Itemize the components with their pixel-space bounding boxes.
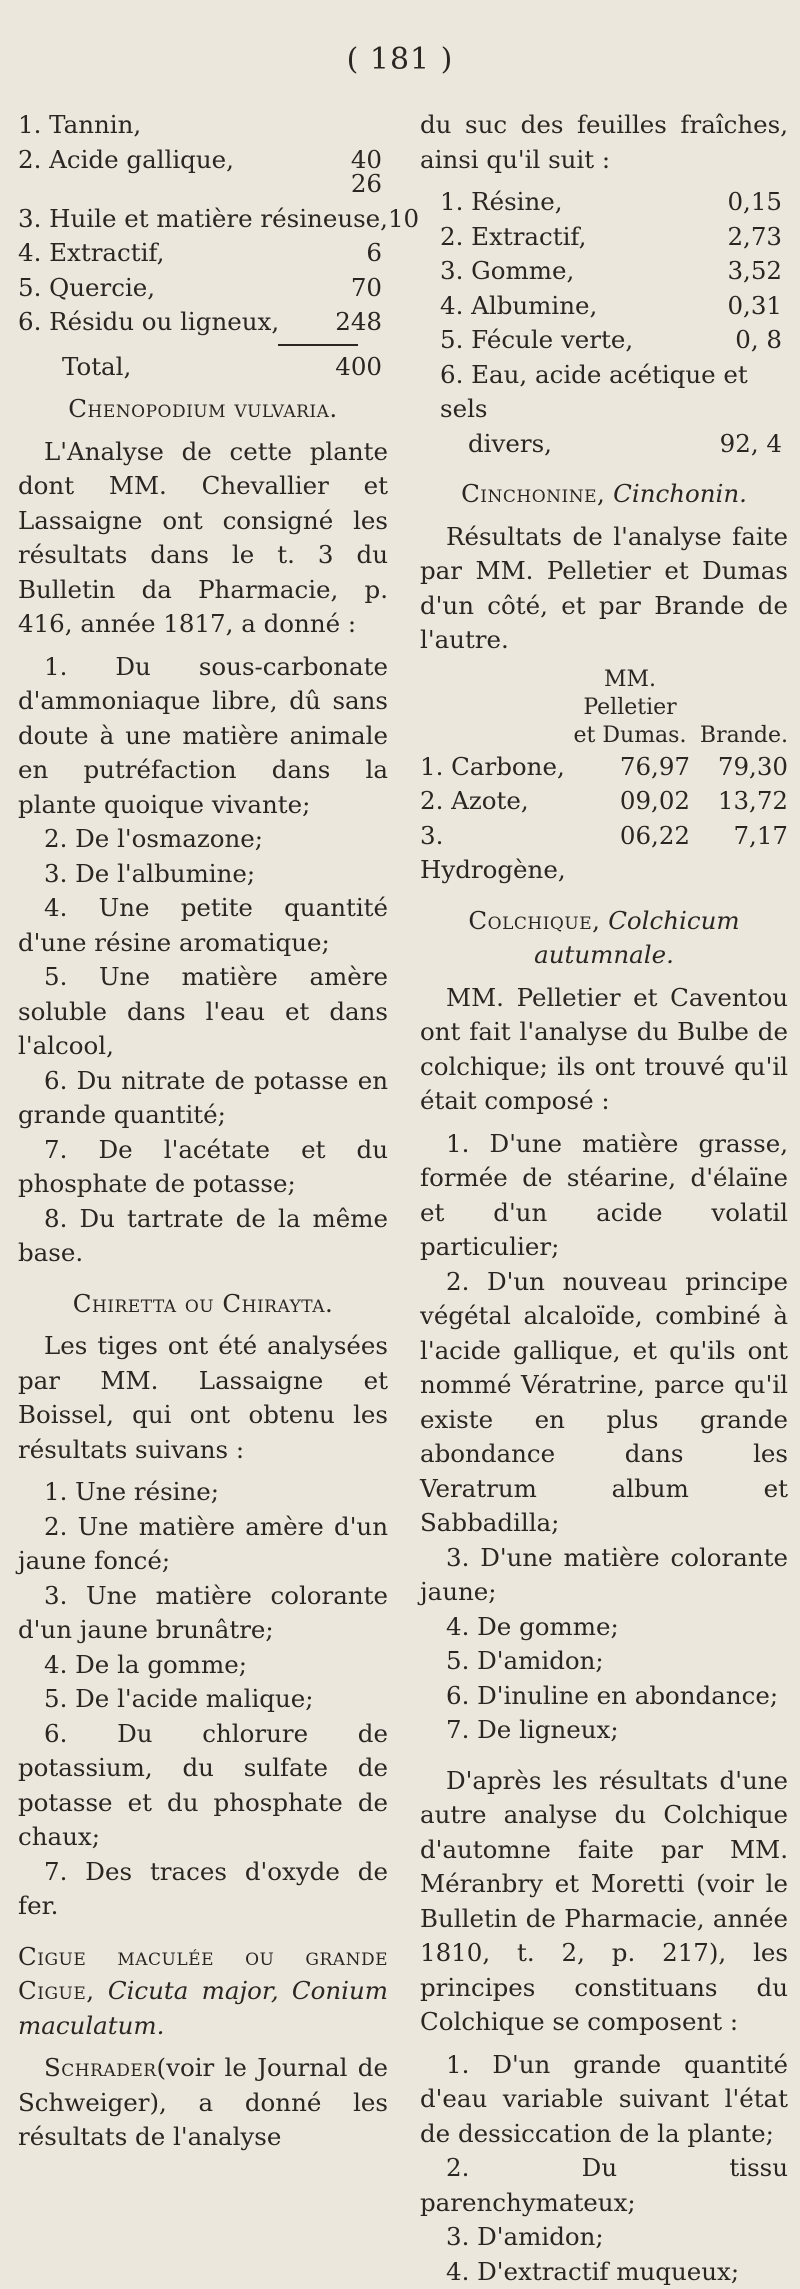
list-item: 26	[18, 167, 388, 202]
heading-name: Cinchonine,	[461, 479, 605, 508]
table-row: 1. Carbone, 76,97 79,30	[420, 750, 788, 785]
list-item: 4. De la gomme;	[18, 1648, 388, 1683]
paragraph: D'après les résultats d'une autre analyse du Colchique d'automne faite par MM. Méranbry et Moretti (voir le Bulletin de Pharmacie, année 1810, t. 2, p. 217), les principes constituans du Colchique se composent :	[420, 1764, 788, 2040]
heading-latin: Colchicum autumnale.	[534, 906, 739, 970]
list-item: 3. D'amidon;	[420, 2220, 788, 2255]
table-header	[420, 666, 788, 750]
list-item: 8. Du tartrate de la même base.	[18, 1202, 388, 1271]
list-item: 3. Huile et matière résineuse, 10	[18, 202, 388, 237]
list-item: 5. Fécule verte, 0, 8	[420, 323, 788, 358]
column-header: Brande.	[690, 722, 788, 750]
paragraph: Les tiges ont été analysées par MM. Lassaigne et Boissel, qui ont obtenu les résultats suivans :	[18, 1329, 388, 1467]
list-item: 4. D'extractif muqueux;	[420, 2255, 788, 2289]
list-item: 2. Acide gallique, 40	[18, 143, 388, 178]
list-item: 3. Une matière colorante d'un jaune brunâtre;	[18, 1579, 388, 1648]
heading-latin: Cinchonin.	[613, 479, 747, 508]
heading-name: Cigue maculée ou grande Cigue,	[18, 1942, 388, 2006]
list-item: 3. D'une matière colorante jaune;	[420, 1541, 788, 1610]
paragraph: du suc des feuilles fraîches, ainsi qu'il suit :	[420, 108, 788, 177]
total-row: Total, 400	[18, 350, 388, 385]
list-item: 6. Résidu ou ligneux, 248	[18, 305, 388, 340]
list-item: 6. Du nitrate de potasse en grande quantité;	[18, 1064, 388, 1133]
sum-rule	[278, 344, 358, 346]
author-name: Schrader	[44, 2053, 157, 2082]
list-item: 5. De l'acide malique;	[18, 1682, 388, 1717]
list-item: divers, 92, 4	[420, 427, 788, 462]
paragraph: L'Analyse de cette plante dont MM. Chevallier et Lassaigne ont consigné les résultats dans le t. 3 du Bulletin da Pharmacie, p. 416, année 1817, a donné :	[18, 435, 388, 642]
list-item: 1. D'une matière grasse, formée de stéarine, d'élaïne et d'un acide volatil particulier;	[420, 1127, 788, 1265]
paragraph: MM. Pelletier et Caventou ont fait l'analyse du Bulbe de colchique; ils ont trouvé qu'il était composé :	[420, 981, 788, 1119]
section-heading: Chiretta ou Chirayta.	[18, 1287, 388, 1322]
list-item: 7. De ligneux;	[420, 1713, 788, 1748]
list-item: 2. De l'osmazone;	[18, 822, 388, 857]
list-item: 1. Du sous-carbonate d'ammoniaque libre, dû sans doute à une matière animale en putréfaction dans la plante quoique vivante;	[18, 650, 388, 823]
list-item: 7. De l'acétate et du phosphate de potasse;	[18, 1133, 388, 1202]
heading-name: Colchique,	[468, 906, 600, 935]
list-item: 4. De gomme;	[420, 1610, 788, 1645]
list-item: 6. Eau, acide acétique et sels	[420, 358, 788, 427]
list-item: 5. Une matière amère soluble dans l'eau et dans l'alcool,	[18, 960, 388, 1064]
paragraph: Résultats de l'analyse faite par MM. Pelletier et Dumas d'un côté, et par Brande de l'autre.	[420, 520, 788, 658]
right-column	[420, 108, 788, 2289]
list-item: 6. D'inuline en abondance;	[420, 1679, 788, 1714]
heading-latin: Cicuta major, Conium maculatum.	[18, 1976, 388, 2040]
list-item: 6. Du chlorure de potassium, du sulfate de potasse et du phosphate de chaux;	[18, 1717, 388, 1855]
list-item: 3. De l'albumine;	[18, 857, 388, 892]
list-item: 4. Albumine, 0,31	[420, 289, 788, 324]
section-heading	[18, 1940, 388, 2044]
section-heading	[420, 477, 788, 512]
page-number: ( 181 )	[0, 42, 800, 77]
list-item: 4. Extractif, 6	[18, 236, 388, 271]
list-item: 7. Des traces d'oxyde de fer.	[18, 1855, 388, 1924]
list-item: 1. Tannin,	[18, 108, 388, 143]
list-item: 4. Une petite quantité d'une résine aromatique;	[18, 891, 388, 960]
list-item: 1. Résine, 0,15	[420, 185, 788, 220]
table-row: 2. Azote, 09,02 13,72	[420, 784, 788, 819]
section-heading	[420, 904, 788, 973]
list-item: 2. Du tissu parenchymateux;	[420, 2151, 788, 2220]
list-item: 2. D'un nouveau principe végétal alcaloïde, combiné à l'acide gallique, et qu'ils ont nommé Vératrine, parce qu'il existe en plus grande abondance dans les Veratrum album et Sabbadilla;	[420, 1265, 788, 1541]
section-heading: Chenopodium vulvaria.	[18, 392, 388, 427]
list-item: 2. Extractif, 2,73	[420, 220, 788, 255]
list-item: 5. D'amidon;	[420, 1644, 788, 1679]
column-header: MM. Pelletier et Dumas.	[570, 666, 690, 750]
paragraph-text: (voir le Journal de Schweiger), a donné les résultats de l'analyse	[18, 2053, 388, 2151]
list-item: 2. Une matière amère d'un jaune foncé;	[18, 1510, 388, 1579]
list-item: 5. Quercie, 70	[18, 271, 388, 306]
table-row: 3. Hydrogène, 06,22 7,17	[420, 819, 788, 888]
left-column	[18, 108, 388, 2155]
list-item: 1. Une résine;	[18, 1475, 388, 1510]
list-item: 1. D'un grande quantité d'eau variable suivant l'état de dessiccation de la plante;	[420, 2048, 788, 2152]
list-item: 3. Gomme, 3,52	[420, 254, 788, 289]
paragraph	[18, 2051, 388, 2155]
